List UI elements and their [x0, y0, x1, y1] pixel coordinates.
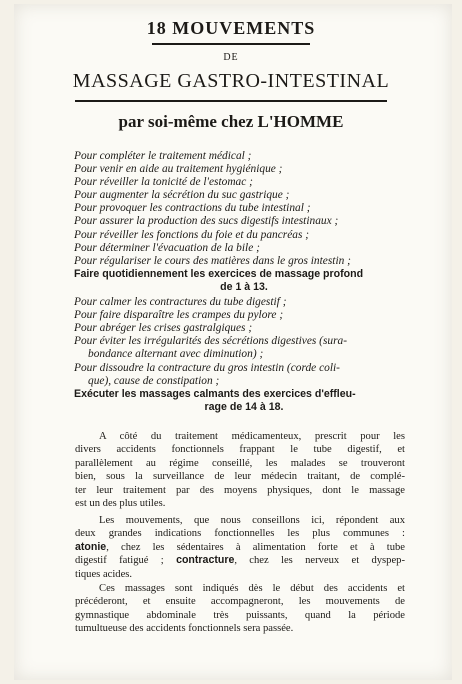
list-item-continuation: que), cause de constipation ;	[88, 374, 220, 387]
list-item: Pour assurer la production des sucs digestifs intestinaux ;	[74, 215, 339, 228]
paragraph-line: divers accidents fonctionnels frappant le tube digestif, et	[75, 444, 405, 456]
document-title: 18 MOUVEMENTS	[146, 18, 316, 38]
list-item: Pour calmer les contractures du tube digestif ;	[74, 296, 287, 309]
paragraph-text: digestif fatigué ;	[75, 555, 177, 567]
paragraph-line	[75, 554, 405, 567]
paragraph-line: gymnastique abdominale très puissants, quand la période	[75, 609, 405, 621]
paragraph-line: bien, sous la surveillance de leur médecin traitant, de complé-	[75, 471, 405, 483]
instruction-deep-massage: Faire quotidiennement les exercices de massage profond	[74, 267, 364, 280]
document-tagline: par soi-même chez L'HOMME	[118, 112, 344, 131]
paragraph-line: Ces massages sont indiqués dès le début des accidents et	[99, 583, 405, 594]
list-item: Pour éviter les irrégularités des sécrétions digestives (sura-	[74, 335, 348, 348]
list-item: Pour augmenter la sécrétion du suc gastrique ;	[74, 189, 290, 202]
list-item: Pour provoquer les contractions du tube intestinal ;	[74, 202, 311, 215]
list-item: Pour venir en aide au traitement hygiénique ;	[74, 163, 283, 176]
subtitle-rule	[75, 100, 387, 102]
list-item: Pour déterminer l'évacuation de la bile ;	[74, 241, 260, 254]
paragraph-text: , chez les sédentaires à alimentation forte et à tube	[106, 541, 405, 553]
list-item-continuation: bondance alternant avec diminution) ;	[88, 348, 264, 361]
list-item: Pour compléter le traitement médical ;	[74, 150, 252, 162]
list-item: Pour abréger les crises gastralgiques ;	[74, 322, 253, 335]
instruction-deep-massage-range: de 1 à 13.	[220, 280, 268, 293]
paragraph-indications	[75, 514, 405, 581]
paragraph-line: parallèlement au régime conseillé, les malades se trouveront	[75, 457, 405, 469]
paragraph-timing	[75, 582, 405, 636]
paragraph-line: tiques acides.	[75, 568, 133, 580]
instruction-calming-massage: Exécuter les massages calmants des exercices d'effleu-	[74, 387, 356, 400]
list-item: Pour réveiller les fonctions du foie et du pancréas ;	[74, 228, 310, 241]
term-atonie: atonie	[75, 540, 107, 553]
paragraph-line: tumultueuse des accidents fonctionnels sera passée.	[75, 623, 294, 635]
title-rule	[152, 43, 310, 45]
indications-list	[74, 150, 414, 414]
paragraph-line	[75, 541, 405, 554]
term-contracture: contracture	[176, 554, 235, 567]
list-item: Pour réveiller la tonicité de l'estomac ;	[74, 176, 253, 189]
paragraph-text: , chez les nerveux et dyspep-	[234, 555, 406, 567]
list-item: Pour régulariser le cours des matières dans le gros intestin ;	[74, 254, 351, 267]
list-item: Pour faire disparaître les crampes du pylore ;	[74, 309, 284, 322]
paragraph-line: est un des plus utiles.	[75, 498, 166, 510]
paragraph-line: ter leur traitement par des moyens physiques, dont le massage	[75, 484, 405, 496]
paragraph-line: deux grandes indications fonctionnelles les plus communes :	[75, 528, 405, 540]
list-item: Pour dissoudre la contracture du gros intestin (corde coli-	[74, 361, 340, 374]
paragraph-line: Les mouvements, que nous conseillons ici, répondent aux	[99, 515, 405, 526]
paragraph-line: précéderont, et ensuite accompagneront, les mouvements de	[75, 596, 405, 608]
paragraph-line: A côté du traitement médicamenteux, prescrit pour les	[99, 431, 405, 442]
paragraph-intro	[75, 430, 405, 510]
title-connector: DE	[223, 52, 239, 63]
document-subtitle: MASSAGE GASTRO-INTESTINAL	[72, 70, 390, 92]
instruction-calming-massage-range: rage de 14 à 18.	[204, 400, 284, 413]
